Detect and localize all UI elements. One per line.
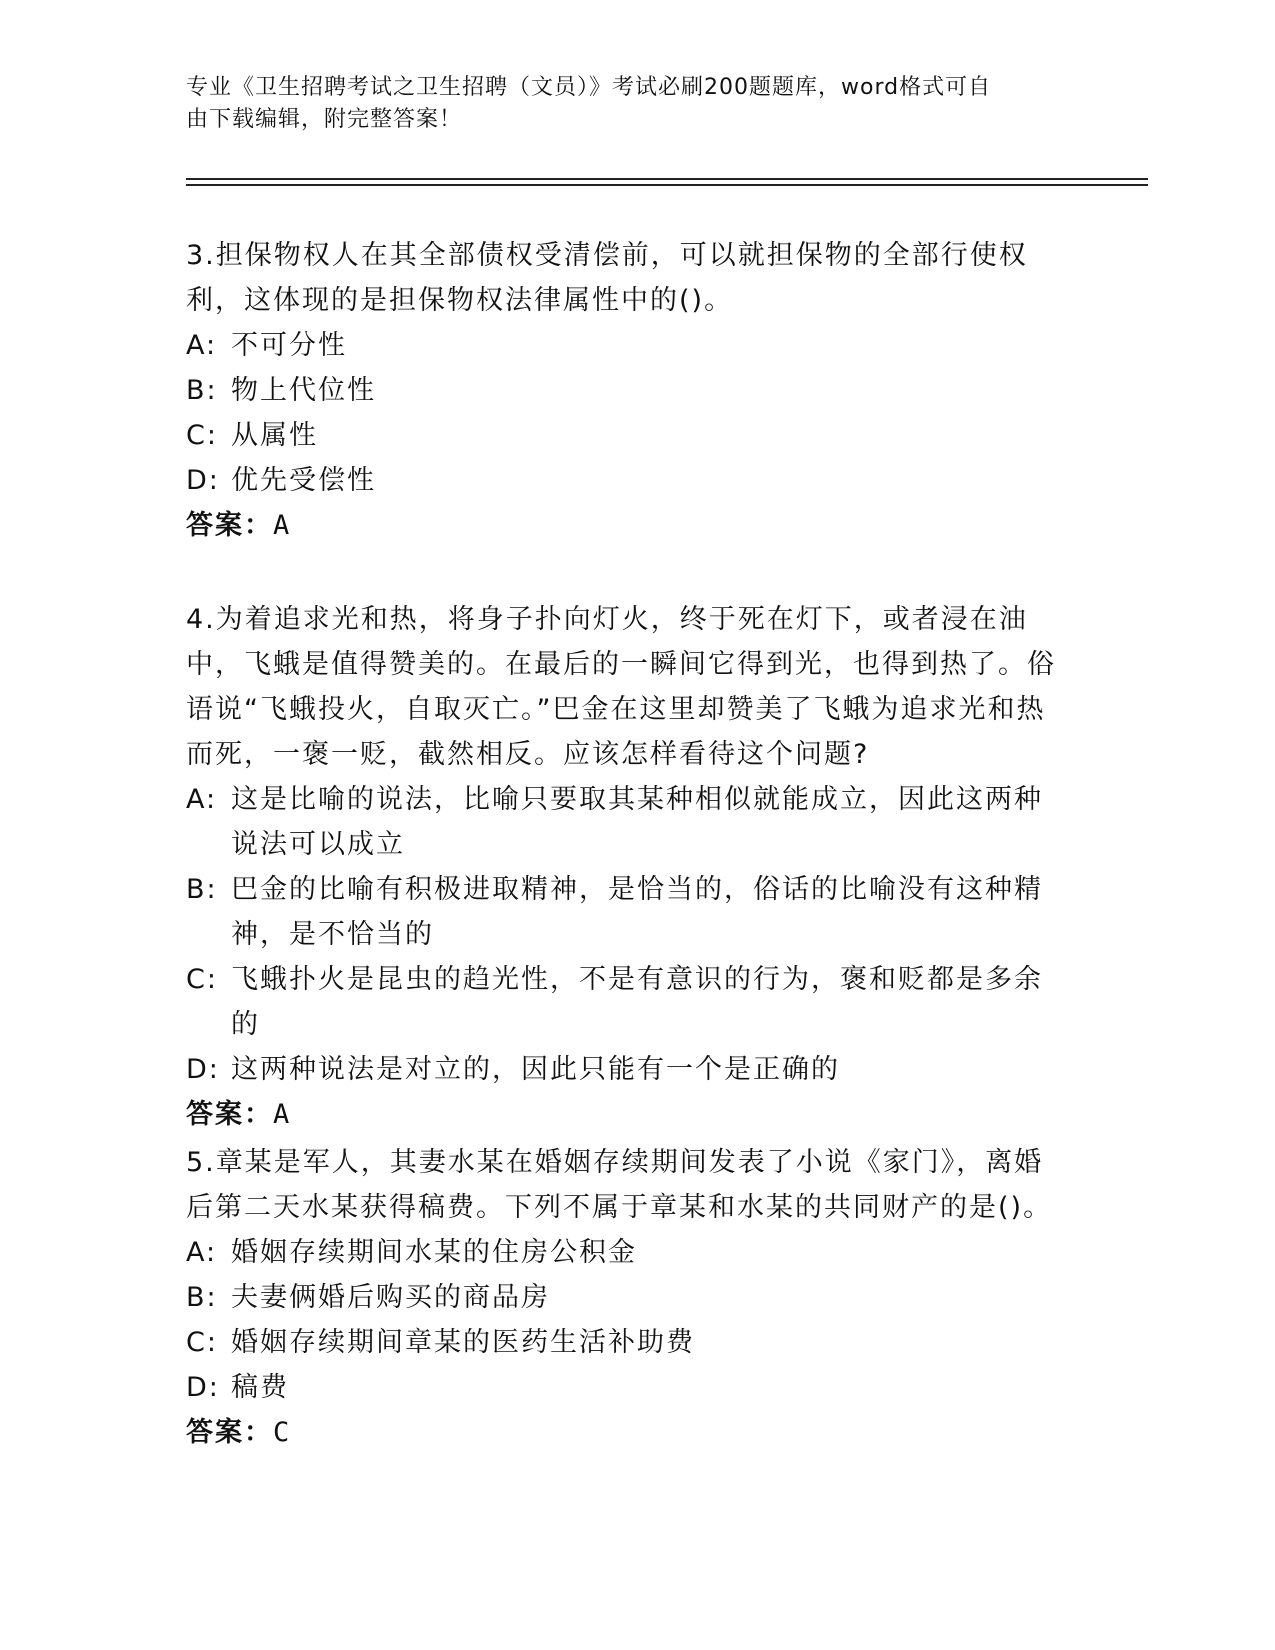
option-key: B: — [186, 375, 218, 406]
question-4 — [186, 597, 1066, 1137]
option-key: A: — [186, 784, 218, 815]
option-a — [186, 1230, 1066, 1275]
option-text: 物上代位性 — [231, 375, 376, 406]
option-text: 这是比喻的说法，比喻只要取其某种相似就能成立，因此这两种说法可以成立 — [231, 784, 1043, 860]
option-text: 稿费 — [231, 1372, 289, 1403]
question-3 — [186, 233, 1066, 548]
option-key: C: — [186, 964, 218, 995]
option-text: 飞蛾扑火是昆虫的趋光性，不是有意识的行为，褒和贬都是多余的 — [231, 964, 1043, 1040]
question-5 — [186, 1140, 1066, 1455]
answer-label: 答案： — [186, 1099, 273, 1130]
option-key: B: — [186, 874, 218, 905]
answer-label: 答案： — [186, 510, 273, 541]
answer-line — [186, 1092, 1066, 1137]
option-key: D: — [186, 1372, 220, 1403]
option-text: 从属性 — [231, 420, 318, 451]
option-text: 这两种说法是对立的，因此只能有一个是正确的 — [231, 1054, 840, 1085]
option-b — [186, 867, 1066, 957]
option-d — [186, 1365, 1066, 1410]
option-key: C: — [186, 1327, 218, 1358]
question-stem: 3.担保物权人在其全部债权受清偿前，可以就担保物的全部行使权利，这体现的是担保物权法律属性中的()。 — [186, 240, 1028, 316]
answer-value: C — [273, 1417, 292, 1448]
option-key: A: — [186, 1237, 218, 1268]
option-a — [186, 777, 1066, 867]
option-d — [186, 1047, 1066, 1092]
option-text: 婚姻存续期间章某的医药生活补助费 — [231, 1327, 695, 1358]
header-divider-top — [186, 178, 1148, 180]
answer-line — [186, 503, 1066, 548]
answer-value: A — [273, 510, 292, 541]
option-c — [186, 413, 1066, 458]
document-header: 专业《卫生招聘考试之卫生招聘（文员）》考试必刷200题题库，word格式可自 由下载编辑，附完整答案！ — [186, 75, 992, 132]
option-text: 不可分性 — [231, 330, 347, 361]
question-stem: 5.章某是军人，其妻水某在婚姻存续期间发表了小说《家门》，离婚后第二天水某获得稿费。下列不属于章某和水某的共同财产的是()。 — [186, 1147, 1053, 1223]
option-c — [186, 957, 1066, 1047]
option-c — [186, 1320, 1066, 1365]
answer-label: 答案： — [186, 1417, 273, 1448]
answer-value: A — [273, 1099, 292, 1130]
question-stem: 4.为着追求光和热，将身子扑向灯火，终于死在灯下，或者浸在油中，飞蛾是值得赞美的。在最后的一瞬间它得到光，也得到热了。俗语说“飞蛾投火，自取灭亡。”巴金在这里却赞美了飞蛾为追求光和热而死，一褒一贬，截然相反。应该怎样看待这个问题? — [186, 604, 1056, 770]
option-a — [186, 323, 1066, 368]
option-key: D: — [186, 465, 220, 496]
option-key: B: — [186, 1282, 218, 1313]
option-text: 巴金的比喻有积极进取精神，是恰当的，俗话的比喻没有这种精神，是不恰当的 — [231, 874, 1043, 950]
option-text: 夫妻俩婚后购买的商品房 — [231, 1282, 550, 1313]
option-text: 优先受偿性 — [231, 465, 376, 496]
option-text: 婚姻存续期间水某的住房公积金 — [231, 1237, 637, 1268]
answer-line — [186, 1410, 1066, 1455]
header-divider-bottom — [186, 184, 1148, 186]
option-key: A: — [186, 330, 218, 361]
option-key: D: — [186, 1054, 220, 1085]
option-key: C: — [186, 420, 218, 451]
option-d — [186, 458, 1066, 503]
option-b — [186, 1275, 1066, 1320]
option-b — [186, 368, 1066, 413]
